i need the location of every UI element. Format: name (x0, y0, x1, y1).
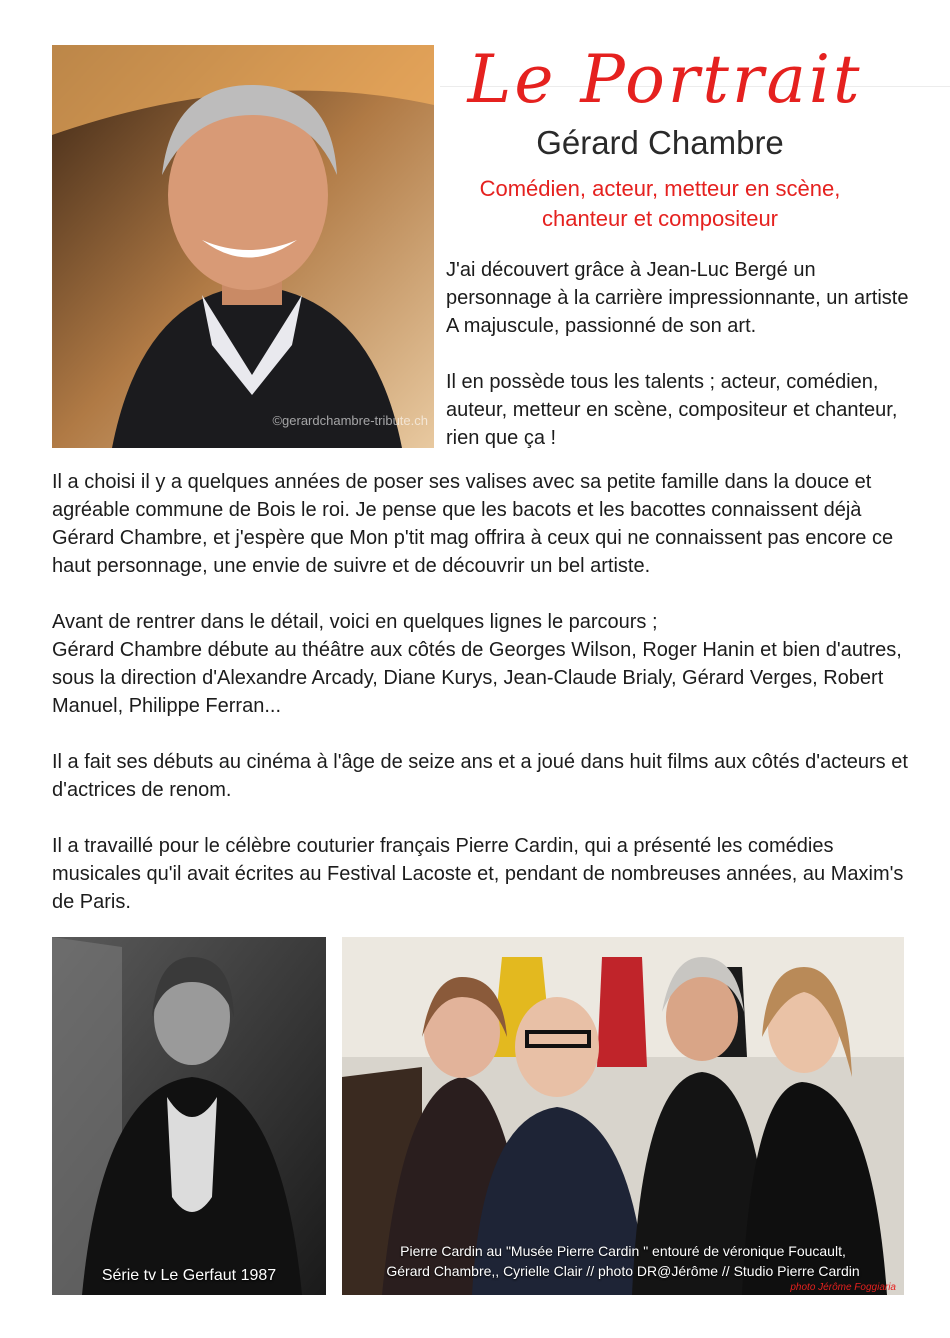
artist-name: Gérard Chambre (536, 124, 784, 161)
intro-paragraph-2: Il en possède tous les talents ; acteur, comédien, auteur, metteur en scène, compositeur et chanteur, rien que ça ! (446, 371, 898, 449)
cardin-caption-line-1: Pierre Cardin au "Musée Pierre Cardin " entouré de véronique Foucault, (400, 1243, 846, 1259)
body-paragraph-4: Il a travaillé pour le célèbre couturier français Pierre Cardin, qui a présenté les comédies musicales qu'il avait écrites au Festival Lacoste et, pendant de nombreuses années, au Maxim's de Paris. (52, 835, 904, 913)
role-line-1: Comédien, acteur, metteur en scène, (479, 176, 841, 201)
cardin-caption-line-2: Gérard Chambre,, Cyrielle Clair // photo DR@Jérôme // Studio Pierre Cardin (386, 1263, 860, 1279)
body-paragraph-1: Il a choisi il y a quelques années de poser ses valises avec sa petite famille dans la douce et agréable commune de Bois le roi. Je pense que les bacots et les bacottes connaissent déjà Gérard Chambre, et j'espère que Mon p'tit mag offrira à ceux qui ne connaissent pas encore ce haut personnage, une envie de suivre et de découvrir un bel artiste. (52, 471, 894, 577)
intro-paragraph-1: J'ai découvert grâce à Jean-Luc Bergé un personnage à la carrière impressionnante, un artiste A majuscule, passionné de son art. (446, 259, 909, 337)
intro-text (446, 256, 916, 480)
portrait-photo (52, 45, 434, 448)
role-line-2: chanteur et compositeur (541, 206, 779, 231)
cardin-caption (342, 1241, 904, 1281)
body-paragraph-3: Il a fait ses débuts au cinéma à l'âge de seize ans et a joué dans huit films aux côtés d'acteurs et d'actrices de renom. (52, 751, 908, 801)
series-caption: Série tv Le Gerfaut 1987 (101, 1267, 277, 1284)
photo-credit: photo Jérôme Foggiaria (790, 1282, 896, 1293)
cardin-photo (342, 937, 904, 1295)
portrait-watermark: ©gerardchambre-tribute.ch (272, 413, 428, 428)
artist-roles (440, 174, 880, 234)
body-paragraph-2 (52, 608, 912, 720)
body-paragraph-2-main: Gérard Chambre débute au théâtre aux côtés de Georges Wilson, Roger Hanin et bien d'autres, sous la direction d'Alexandre Arcady, Diane Kurys, Jean-Claude Brialy, Gérard Verges, Robert Manuel, Philippe Ferran... (52, 639, 902, 717)
page-title: Le Portrait (467, 41, 863, 118)
body-paragraph-2-lead: Avant de rentrer dans le détail, voici en quelques lignes le parcours ; (52, 611, 658, 633)
series-photo (52, 937, 326, 1295)
body-text (52, 468, 912, 944)
